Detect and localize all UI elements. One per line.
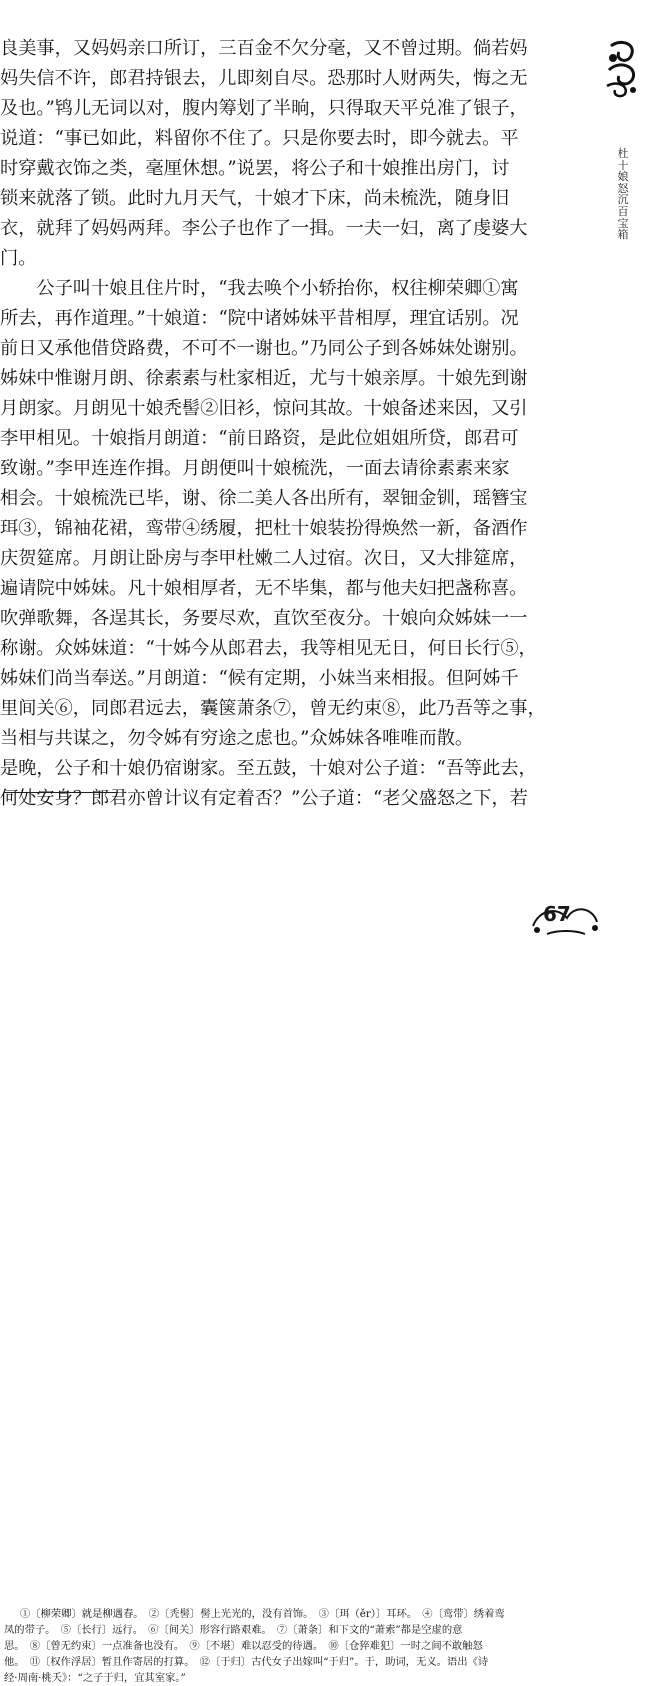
text-line: 时穿戴衣饰之类，毫厘休想。”说罢，将公子和十娘推出房门，讨 <box>0 158 510 179</box>
text-line: 公子叫十娘且住片时，“我去唤个小轿抬你，权往柳荣卿①寓 <box>0 278 519 299</box>
text-line: 姊妹们尚当奉送。”月朗道：“候有定期，小妹当来相报。但阿姊千 <box>0 668 519 689</box>
page-number-area <box>527 896 605 938</box>
text-line: 及也。”鸨儿无词以对，腹内筹划了半晌，只得取天平兑准了银子， <box>0 98 528 119</box>
page-number: 67 <box>543 902 571 926</box>
text-line: 月朗家。月朗见十娘秃髻②旧衫，惊问其故。十娘备述来因，又引 <box>0 398 528 419</box>
text-line: 所去，再作道理。”十娘道：“院中诸姊妹平昔相厚，理宜话别。况 <box>0 308 519 329</box>
text-line: 致谢。”李甲连连作揖。月朗便叫十娘梳洗，一面去请徐素素来家 <box>0 458 510 479</box>
text-line: 称谢。众姊妹道：“十姊今从郎君去，我等相见无日，何日长行⑤， <box>0 638 537 659</box>
footnote-line: ①〔柳荣卿〕就是柳遇春。 ②〔秃髻〕髻上光光的，没有首饰。 ③〔珥（ěr）〕耳环。 ④〔鸾带〕绣着鸾 <box>20 1608 505 1620</box>
text-line: 遍请院中姊妹。凡十娘相厚者，无不毕集，都与他夫妇把盏称喜。 <box>0 578 528 599</box>
text-line: 珥③，锦袖花裙，鸾带④绣履，把杜十娘装扮得焕然一新，备酒作 <box>0 518 528 539</box>
running-title-text: 杜 十 娘 怒 沉 百 宝 箱 <box>617 147 629 242</box>
footnote-divider <box>4 792 118 793</box>
text-line: 良美事，又妈妈亲口所订，三百金不欠分毫，又不曾过期。倘若妈 <box>0 38 528 59</box>
text-line: 是晚，公子和十娘仍宿谢家。至五鼓，十娘对公子道：“吾等此去， <box>0 758 537 779</box>
running-title <box>612 148 634 241</box>
footnote-line: 凤的带子。 ⑤〔长行〕远行。 ⑥〔间关〕形容行路艰难。 ⑦〔萧条〕和下文的“萧索”都是空虚的意 <box>4 1624 463 1636</box>
text-line: 当相与共谋之，勿令姊有穷途之虑也。”众姊妹各唯唯而散。 <box>0 728 474 749</box>
text-line: 衣，就拜了妈妈两拜。李公子也作了一揖。一夫一妇，离了虔婆大 <box>0 218 528 239</box>
text-line: 里间关⑥，同郎君远去，囊箧萧条⑦，曾无约束⑧，此乃吾等之事， <box>0 698 546 719</box>
footnote-line: 他。 ⑪〔权作浮居〕暂且作寄居的打算。 ⑫〔于归〕古代女子出嫁叫“于归”。于，助词，无义。语出《诗 <box>4 1656 489 1668</box>
text-line: 庆贺筵席。月朗让卧房与李甲杜嫩二人过宿。次日，又大排筵席， <box>0 548 528 569</box>
text-line: 门。 <box>0 248 37 269</box>
text-line: 吹弹歌舞，各逞其长，务要尽欢，直饮至夜分。十娘向众姊妹一一 <box>0 608 528 629</box>
text-line: 前日又承他借贷路费，不可不一谢也。”乃同公子到各姊妹处谢别。 <box>0 338 528 359</box>
text-line: 何处安身？郎君亦曾计议有定着否？”公子道：“老父盛怒之下，若 <box>0 788 528 809</box>
text-line: 相会。十娘梳洗已毕，谢、徐二美人各出所有，翠钿金钏，瑶簪宝 <box>0 488 528 509</box>
text-line: 锁来就落了锁。此时九月天气，十娘才下床，尚未梳洗，随身旧 <box>0 188 510 209</box>
text-line: 妈失信不许，郎君持银去，儿即刻自尽。恐那时人财两失，悔之无 <box>0 68 528 89</box>
decorative-ornament-icon <box>603 40 645 98</box>
text-line: 说道：“事已如此，料留你不住了。只是你要去时，即今就去。平 <box>0 128 519 149</box>
footnote-line: 思。 ⑧〔曾无约束〕一点准备也没有。 ⑨〔不堪〕难以忍受的待遇。 ⑩〔仓猝难犯〕一时之间不敢触怒 <box>4 1640 483 1652</box>
text-line: 姊妹中惟谢月朗、徐素素与杜家相近，尤与十娘亲厚。十娘先到谢 <box>0 368 528 389</box>
footnote-line: 经·周南·桃夭》：“之子于归，宜其室家。” <box>4 1672 186 1684</box>
text-line: 李甲相见。十娘指月朗道：“前日路资，是此位姐姐所贷，郎君可 <box>0 428 519 449</box>
